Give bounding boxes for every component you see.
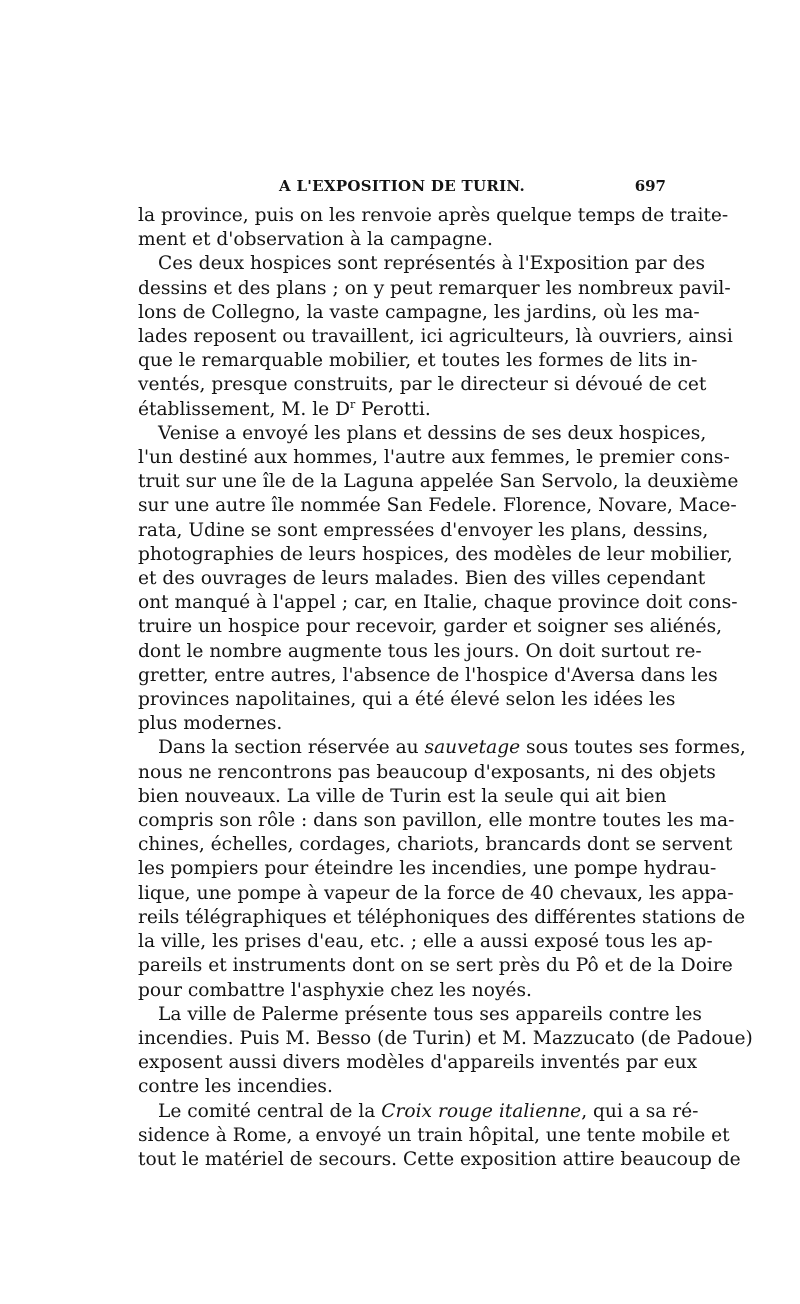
text-line: reils télégraphiques et téléphoniques des différentes stations de — [138, 906, 746, 928]
text-line: bien nouveaux. La ville de Turin est la seule qui ait bien — [138, 785, 667, 807]
text-fragment: Dans la section réservée au — [158, 737, 425, 759]
text-line: sidence à Rome, a envoyé un train hôpital, une tente mobile et — [138, 1124, 730, 1146]
text-line: ment et d'observation à la campagne. — [138, 229, 493, 251]
text-line: dessins et des plans ; on y peut remarquer les nombreux pavil- — [138, 277, 731, 299]
text-line: sur une autre île nommée San Fedele. Florence, Novare, Mace- — [138, 495, 737, 517]
text-line: pour combattre l'asphyxie chez les noyés. — [138, 979, 532, 1001]
italic-term: Croix rouge italienne — [381, 1100, 582, 1122]
paragraph — [138, 204, 729, 252]
text-line: que le remarquable mobilier, et toutes les formes de lits in- — [138, 350, 698, 372]
paragraph — [138, 422, 739, 737]
text-line: La ville de Palerme présente tous ses appareils contre les — [158, 1003, 702, 1025]
text-line: tout le matériel de secours. Cette exposition attire beaucoup de — [138, 1148, 741, 1170]
text-line: ventés, presque construits, par le directeur si dévoué de cet — [138, 374, 707, 396]
text-fragment: Le comité central de la — [158, 1100, 382, 1122]
text-line: nous ne rencontrons pas beaucoup d'exposants, ni des objets — [138, 761, 716, 783]
text-line: gretter, entre autres, l'absence de l'hospice d'Aversa dans les — [138, 664, 718, 686]
paragraph — [138, 1100, 741, 1173]
text-line: Ces deux hospices sont représentés à l'Exposition par des — [158, 253, 706, 275]
page-number: 697 — [634, 177, 666, 195]
text-line: la ville, les prises d'eau, etc. ; elle a aussi exposé tous les ap- — [138, 931, 713, 953]
text-line — [138, 736, 746, 760]
text-line: provinces napolitaines, qui a été élevé selon les idées les — [138, 689, 676, 711]
text-line — [138, 398, 666, 422]
text-fragment: établissement, M. le D — [138, 398, 350, 420]
text-line: Venise a envoyé les plans et dessins de ses deux hospices, — [158, 422, 707, 444]
text-fragment: Perotti. — [355, 398, 431, 420]
text-line: les pompiers pour éteindre les incendies, une pompe hydrau- — [138, 858, 717, 880]
text-line: truire un hospice pour recevoir, garder et soigner ses aliénés, — [138, 616, 723, 638]
text-line: ont manqué à l'appel ; car, en Italie, chaque province doit cons- — [138, 592, 738, 614]
paragraph — [138, 736, 746, 1002]
text-line: compris son rôle : dans son pavillon, elle montre toutes les ma- — [138, 810, 735, 832]
paragraph — [138, 1003, 753, 1100]
text-line: lades reposent ou travaillent, ici agriculteurs, là ouvriers, ainsi — [138, 326, 733, 348]
text-fragment: sous toutes ses formes, — [520, 737, 746, 759]
text-line: dont le nombre augmente tous les jours. On doit surtout re- — [138, 640, 702, 662]
body-text — [138, 204, 753, 1172]
running-header — [138, 176, 666, 196]
text-line: exposent aussi divers modèles d'appareils inventés par eux — [138, 1052, 698, 1074]
text-line: l'un destiné aux hommes, l'autre aux femmes, le premier cons- — [138, 447, 730, 469]
text-line: plus modernes. — [138, 713, 283, 735]
text-line: truit sur une île de la Laguna appelée San Servolo, la deuxième — [138, 471, 739, 493]
text-line: pareils et instruments dont on se sert près du Pô et de la Doire — [138, 955, 733, 977]
text-line: chines, échelles, cordages, chariots, brancards dont se servent — [138, 834, 733, 856]
text-line: contre les incendies. — [138, 1076, 333, 1098]
italic-term: sauvetage — [424, 737, 521, 759]
running-title: A L'EXPOSITION DE TURIN. — [278, 177, 525, 195]
text-line: photographies de leurs hospices, des modèles de leur mobilier, — [138, 543, 733, 565]
text-line: rata, Udine se sont empressées d'envoyer les plans, dessins, — [138, 519, 709, 541]
text-line: lique, une pompe à vapeur de la force de 40 chevaux, les appa- — [138, 882, 734, 904]
paragraph — [138, 252, 733, 421]
text-line: lons de Collegno, la vaste campagne, les jardins, où les ma- — [138, 301, 700, 323]
text-line: la province, puis on les renvoie après quelque temps de traite- — [138, 205, 729, 226]
text-line: incendies. Puis M. Besso (de Turin) et M. Mazzucato (de Padoue) — [138, 1027, 753, 1049]
text-line: et des ouvrages de leurs malades. Bien des villes cependant — [138, 568, 706, 590]
superscript: r — [349, 397, 356, 411]
text-fragment: , qui a sa ré- — [581, 1100, 699, 1122]
text-line — [138, 1100, 699, 1124]
